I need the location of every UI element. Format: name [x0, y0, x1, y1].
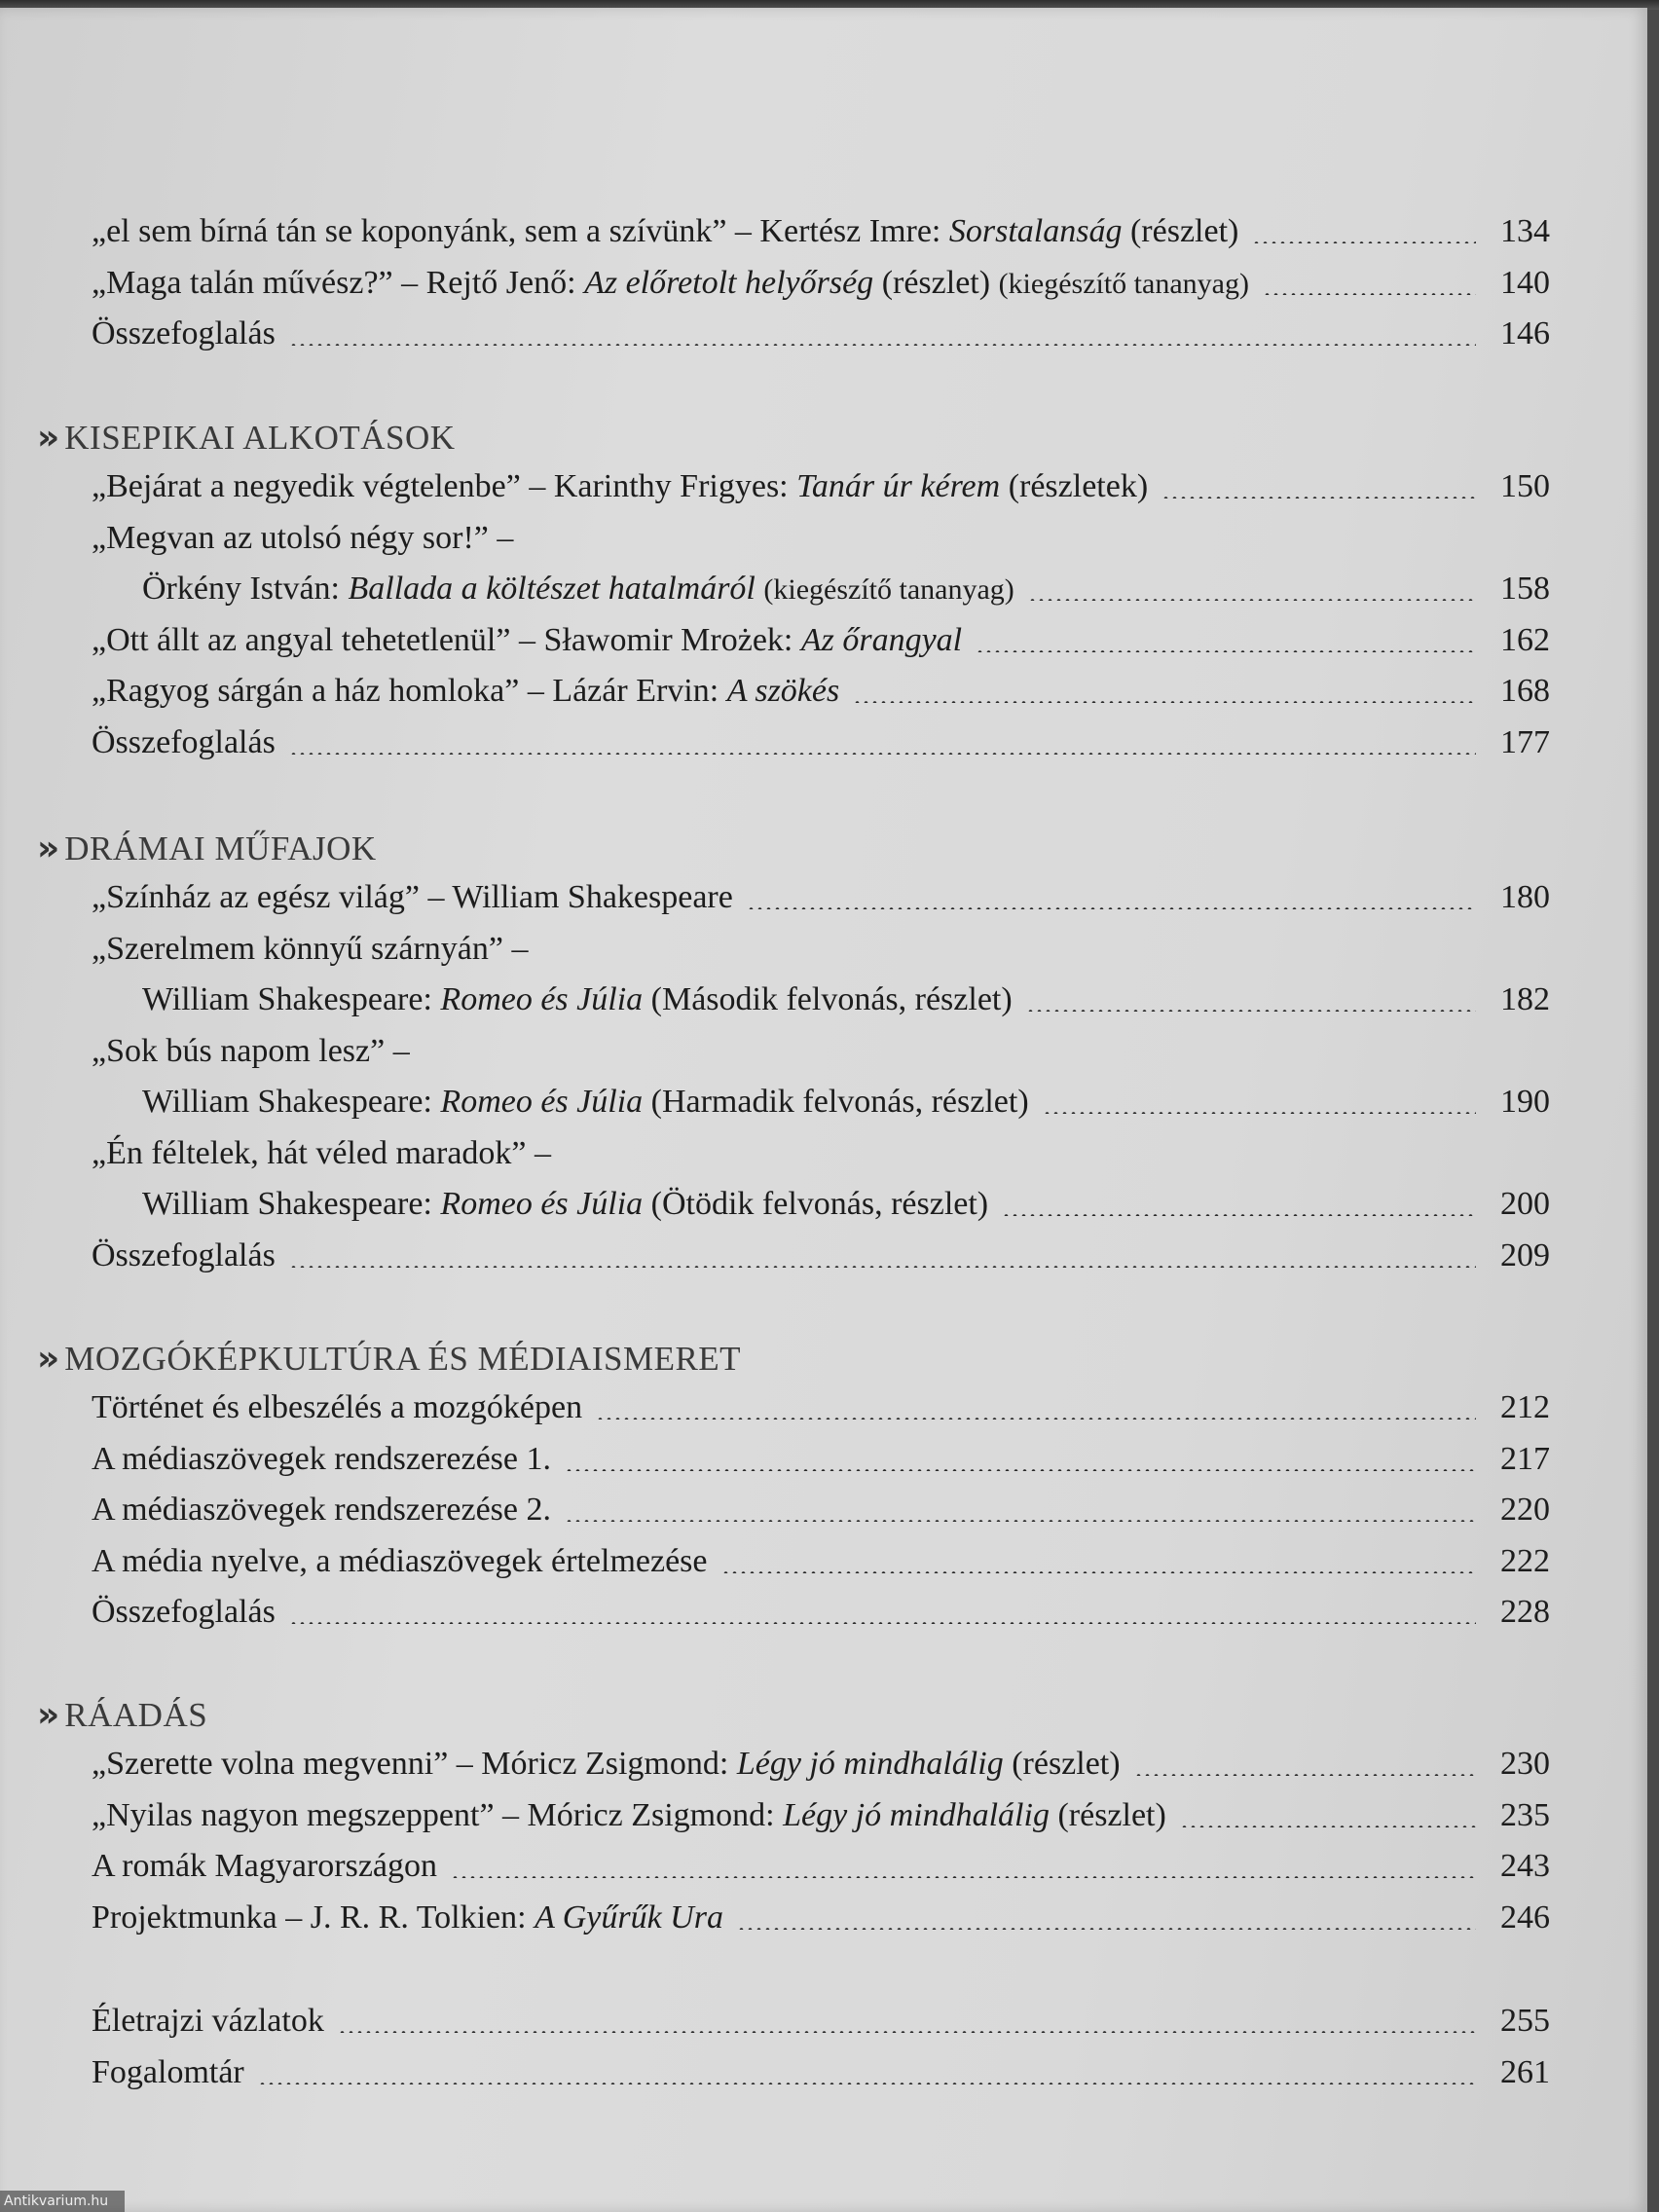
toc-entry-title [142, 1183, 988, 1226]
section-chevron-icon: » [37, 1339, 52, 1379]
entry-text: A médiaszövegek rendszerezése 2. [92, 1492, 551, 1528]
entry-text: (részlet) [1122, 213, 1239, 249]
page-number: 182 [1500, 981, 1550, 1017]
work-title: Romeo és Júlia [440, 981, 644, 1017]
page-number: 200 [1500, 1186, 1550, 1222]
page-number: 230 [1500, 1746, 1550, 1782]
work-title: A Gyűrűk Ura [535, 1899, 723, 1936]
page-number: 228 [1500, 1594, 1550, 1630]
entry-text: „Ott állt az angyal tehetetlenül” – Sławomir Mrożek: [92, 621, 801, 658]
toc-entry-title [92, 1794, 1166, 1837]
dot-leader [1161, 497, 1476, 498]
page-number: 243 [1500, 1848, 1550, 1884]
toc-entry-title [92, 1540, 708, 1583]
toc-entry[interactable] [92, 1794, 1550, 1837]
page-number: 261 [1500, 2053, 1550, 2090]
dot-leader [596, 1418, 1476, 1419]
entry-text: A romák Magyarországon [92, 1848, 438, 1884]
work-title: Sorstalanság [948, 213, 1123, 249]
section-chevron-icon: » [37, 418, 52, 458]
page-number: 246 [1500, 1899, 1550, 1936]
toc-entry[interactable] [92, 876, 1550, 919]
page-number: 235 [1500, 1796, 1550, 1833]
toc-entry[interactable] [92, 210, 1550, 253]
toc-entry-title [92, 1438, 551, 1481]
dot-leader [258, 2083, 1476, 2084]
section-heading [37, 1338, 741, 1381]
dot-leader [451, 1876, 1476, 1878]
dot-leader [289, 753, 1476, 755]
section-title: MOZGÓKÉPKULTÚRA ÉS MÉDIAISMERET [64, 1340, 742, 1378]
page-number: 168 [1500, 673, 1550, 709]
entry-text: William Shakespeare: [142, 1084, 441, 1120]
entry-text: (Második felvonás, részlet) [643, 981, 1013, 1017]
page-number: 146 [1500, 315, 1550, 351]
toc-entry-lead: „Megvan az utolsó négy sor!” – [92, 519, 514, 556]
entry-text: A média nyelve, a médiaszövegek értelmezése [92, 1542, 708, 1579]
toc-entry[interactable] [92, 313, 1550, 355]
dot-leader [853, 701, 1476, 703]
page-number: 222 [1500, 1542, 1550, 1579]
toc-entry-title [92, 313, 276, 355]
entry-text: Összefoglalás [92, 1236, 276, 1273]
entry-text: Életrajzi vázlatok [92, 2003, 324, 2039]
toc-entry[interactable] [92, 1540, 1550, 1583]
toc-entry-title [92, 2000, 324, 2043]
dot-leader [1028, 599, 1476, 601]
page-number: 180 [1500, 879, 1550, 915]
dot-leader [1043, 1112, 1476, 1114]
dot-leader [565, 1520, 1476, 1522]
section-heading [37, 1694, 207, 1737]
entry-text: Fogalomtár [92, 2053, 244, 2090]
toc-entry-title [92, 1845, 437, 1888]
dot-leader [1180, 1825, 1476, 1827]
dot-leader [1002, 1214, 1476, 1216]
work-title: Az őrangyal [800, 621, 963, 658]
toc-entry-title [92, 721, 276, 764]
section-heading [37, 417, 456, 460]
entry-text: Projektmunka – J. R. R. Tolkien: [92, 1899, 535, 1936]
toc-entry-title [92, 1743, 1121, 1786]
dot-leader [289, 1622, 1476, 1624]
entry-text: Örkény István: [142, 571, 349, 607]
toc-entry[interactable] [92, 721, 1550, 764]
dot-leader [289, 344, 1476, 346]
toc-entry[interactable] [142, 978, 1550, 1021]
toc-entry-title [92, 2051, 244, 2094]
toc-entry-title [92, 1386, 582, 1429]
entry-text: „Színház az egész világ” – William Shakespeare [92, 879, 733, 915]
dot-leader [289, 1266, 1476, 1268]
toc-entry[interactable] [92, 262, 1550, 305]
entry-text: (részlet) [1003, 1746, 1121, 1782]
page-number: 177 [1500, 723, 1550, 760]
work-title: Tanár úr kérem [796, 468, 1001, 504]
section-chevron-icon: » [37, 1695, 52, 1735]
dot-leader [721, 1571, 1477, 1573]
toc-entry[interactable] [92, 465, 1550, 508]
book-page [0, 8, 1647, 2212]
toc-entry-title [92, 262, 1249, 306]
entry-text: Összefoglalás [92, 1594, 276, 1630]
page-number: 209 [1500, 1236, 1550, 1273]
supplement-note: (kiegészítő tananyag) [998, 267, 1249, 300]
entry-text: Történet és elbeszélés a mozgóképen [92, 1389, 583, 1425]
page-number: 134 [1500, 213, 1550, 249]
entry-text: (Harmadik felvonás, részlet) [643, 1084, 1029, 1120]
toc-entry[interactable] [92, 1386, 1550, 1429]
toc-entry[interactable] [92, 1591, 1550, 1634]
work-title: Légy jó mindhalálig [783, 1796, 1050, 1833]
toc-entry-title [92, 619, 962, 662]
toc-entry[interactable] [92, 670, 1550, 713]
toc-entry[interactable] [92, 1743, 1550, 1786]
page-number: 220 [1500, 1492, 1550, 1528]
toc-entry[interactable] [142, 1183, 1550, 1226]
page-number: 212 [1500, 1389, 1550, 1425]
page-number: 255 [1500, 2003, 1550, 2039]
watermark: Antikvarium.hu [0, 2191, 125, 2212]
section-title: DRÁMAI MŰFAJOK [64, 830, 377, 867]
dot-leader [1252, 241, 1476, 243]
toc-entry-title [92, 670, 839, 713]
entry-text: William Shakespeare: [142, 1186, 441, 1222]
entry-text: A médiaszövegek rendszerezése 1. [92, 1440, 551, 1477]
toc-entry-lead: „Sok bús napom lesz” – [92, 1032, 410, 1069]
section-chevron-icon: » [37, 829, 52, 868]
entry-text: „Szerette volna megvenni” – Móricz Zsigmond: [92, 1746, 737, 1782]
entry-text: (részlet) [1049, 1796, 1166, 1833]
table-of-contents [0, 8, 1647, 2212]
toc-entry-title [92, 1591, 276, 1634]
toc-entry[interactable] [92, 1845, 1550, 1888]
work-title: A szökés [726, 673, 840, 709]
work-title: Ballada a költészet hatalmáról [348, 571, 756, 607]
toc-entry[interactable] [92, 2000, 1550, 2043]
entry-text: „Nyilas nagyon megszeppent” – Móricz Zsigmond: [92, 1796, 784, 1833]
entry-text: „Bejárat a negyedik végtelenbe” – Karinthy Frigyes: [92, 468, 797, 504]
entry-text: Összefoglalás [92, 315, 276, 351]
entry-text: (részlet) [873, 264, 999, 301]
section-heading [37, 828, 377, 870]
toc-entry-title [92, 1235, 276, 1277]
entry-text: William Shakespeare: [142, 981, 441, 1017]
toc-entry-title [92, 876, 733, 919]
entry-text: „Ragyog sárgán a ház homloka” – Lázár Ervin: [92, 673, 727, 709]
toc-entry-title [142, 568, 1014, 611]
dot-leader [737, 1928, 1476, 1930]
supplement-note: (kiegészítő tananyag) [763, 573, 1014, 606]
toc-entry-title [92, 210, 1238, 253]
toc-entry[interactable] [92, 2051, 1550, 2094]
toc-entry[interactable] [92, 1897, 1550, 1939]
toc-entry[interactable] [92, 619, 1550, 662]
toc-entry[interactable] [92, 1489, 1550, 1531]
section-title: RÁADÁS [64, 1696, 208, 1734]
dot-leader [338, 2031, 1476, 2033]
dot-leader [1263, 293, 1476, 295]
dot-leader [747, 907, 1476, 909]
entry-text: (részletek) [1000, 468, 1149, 504]
toc-entry-lead: „Én féltelek, hát véled maradok” – [92, 1134, 551, 1171]
toc-entry-title [92, 1489, 551, 1531]
dot-leader [976, 650, 1476, 652]
entry-text: Összefoglalás [92, 723, 276, 760]
toc-entry-title [92, 465, 1148, 508]
toc-entry[interactable] [92, 1235, 1550, 1277]
toc-entry[interactable] [92, 1438, 1550, 1481]
page-number: 217 [1500, 1440, 1550, 1477]
dot-leader [1026, 1010, 1476, 1012]
work-title: Légy jó mindhalálig [736, 1746, 1004, 1782]
page-number: 150 [1500, 468, 1550, 504]
toc-entry-title [142, 1081, 1029, 1124]
entry-text: (Ötödik felvonás, részlet) [643, 1186, 989, 1222]
dot-leader [1134, 1774, 1476, 1776]
work-title: Romeo és Júlia [440, 1186, 644, 1222]
section-title: KISEPIKAI ALKOTÁSOK [64, 419, 456, 457]
toc-entry[interactable] [142, 1081, 1550, 1124]
page-number: 158 [1500, 571, 1550, 607]
dot-leader [565, 1469, 1476, 1471]
page-number: 190 [1500, 1084, 1550, 1120]
toc-entry[interactable] [142, 568, 1550, 610]
work-title: Az előretolt helyőrség [584, 264, 874, 301]
toc-entry-title [92, 1897, 723, 1939]
entry-text: „Maga talán művész?” – Rejtő Jenő: [92, 264, 585, 301]
work-title: Romeo és Júlia [440, 1084, 644, 1120]
entry-text: „el sem bírná tán se koponyánk, sem a szívünk” – Kertész Imre: [92, 213, 949, 249]
page-number: 162 [1500, 621, 1550, 658]
toc-entry-title [142, 978, 1013, 1021]
page-number: 140 [1500, 264, 1550, 301]
toc-entry-lead: „Szerelmem könnyű szárnyán” – [92, 930, 529, 967]
